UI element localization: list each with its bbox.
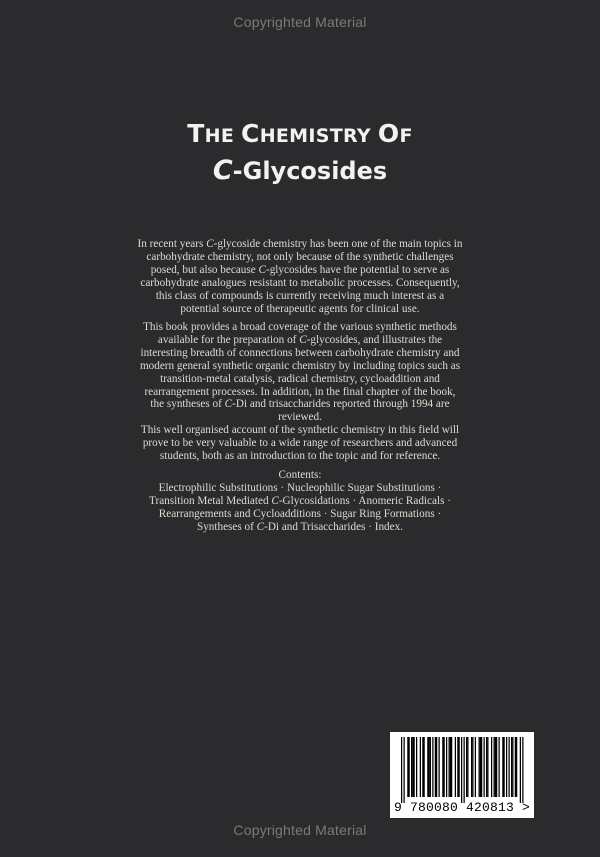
barcode-bar xyxy=(480,737,481,797)
barcode-bar xyxy=(467,737,468,797)
barcode-bar xyxy=(516,737,517,797)
book-title-line1: THE CHEMISTRY OF xyxy=(187,119,413,148)
contents-line: Rearrangements and Cycloadditions · Sugar Ring Formations · xyxy=(158,507,442,520)
contents-line: Syntheses of C-Di and Trisaccharides · Index. xyxy=(196,520,404,533)
barcode-bar xyxy=(459,737,460,797)
para2-line: This book provides a broad coverage of the various synthetic methods xyxy=(143,321,457,333)
barcode-bar xyxy=(451,737,452,797)
barcode-bar xyxy=(420,737,421,797)
barcode-bar xyxy=(450,737,451,797)
barcode-bar xyxy=(432,737,433,797)
barcode-bar xyxy=(466,737,467,797)
para2-line: transition-metal catalysis, radical chemistry, cycloaddition and xyxy=(160,372,440,385)
barcode-bar xyxy=(427,737,428,797)
barcode-bar xyxy=(496,737,497,797)
barcode-bar xyxy=(439,737,440,797)
watermark-top: Copyrighted Material xyxy=(233,14,367,30)
isbn-digits: 9 780080 420813 > xyxy=(394,800,531,815)
barcode-bar xyxy=(455,737,456,797)
barcode-bar xyxy=(436,737,437,797)
barcode-bar xyxy=(401,737,402,803)
barcode-bar xyxy=(502,737,503,797)
para1-line: carbohydrate chemistry, not only because of the synthetic challenges xyxy=(146,250,454,263)
para1-line: this class of compounds is currently receiving much interest as a xyxy=(155,289,445,302)
barcode-bar xyxy=(471,737,472,797)
barcode-bar xyxy=(472,737,473,797)
book-title-line2: C-Glycosides xyxy=(212,155,388,186)
description-paragraph-2 xyxy=(112,321,488,424)
isbn-barcode xyxy=(390,732,534,818)
para2-line: the syntheses of C-Di and trisaccharides reported through 1994 are xyxy=(150,398,450,411)
barcode-bar xyxy=(449,737,450,797)
barcode-bar xyxy=(442,737,443,797)
barcode-bar xyxy=(520,737,521,803)
barcode-bar xyxy=(491,737,492,797)
barcode-bar xyxy=(414,737,415,797)
para2-line: interesting breadth of connections between carbohydrate chemistry and xyxy=(140,346,460,359)
barcode-bar xyxy=(486,737,487,797)
barcode-bar xyxy=(479,737,480,797)
watermark-bottom: Copyrighted Material xyxy=(233,822,367,838)
barcode-bar xyxy=(481,737,482,797)
barcode-bar xyxy=(499,737,500,797)
barcode-bar xyxy=(407,737,408,797)
barcode-bar xyxy=(494,737,495,797)
para2-line: reviewed. xyxy=(278,411,322,424)
para1-line: carbohydrate analogues resistant to metabolic processes. Consequently, xyxy=(140,276,460,289)
barcode-bar xyxy=(430,737,431,797)
para3-line: prove to be very valuable to a wide range of researchers and advanced xyxy=(142,436,458,449)
barcode-bar xyxy=(506,737,507,797)
barcode-bar xyxy=(435,737,436,797)
barcode-bar xyxy=(457,737,458,797)
para1-line: In recent years C-glycoside chemistry has been one of the main topics in xyxy=(137,238,463,250)
barcode-bar xyxy=(412,737,413,797)
barcode-bar xyxy=(509,737,510,797)
para3-line: students, both as an introduction to the topic and for reference. xyxy=(159,449,441,462)
para1-line: posed, but also because C-glycosides have the potential to serve as xyxy=(150,263,450,276)
barcode-bar xyxy=(475,737,476,797)
barcode-bar xyxy=(512,737,513,797)
para2-line: available for the preparation of C-glycosides, and illustrates the xyxy=(157,333,443,346)
barcode-bar xyxy=(424,737,425,797)
barcode-bar xyxy=(495,737,496,797)
barcode-bar xyxy=(522,737,523,803)
barcode-bar xyxy=(461,737,462,803)
para2-line: rearrangement processes. In addition, in the final chapter of the book, xyxy=(144,385,456,398)
contents-line: Contents: xyxy=(278,469,322,481)
barcode-bar xyxy=(411,737,412,797)
barcode-bar xyxy=(409,737,410,797)
barcode-bar xyxy=(446,737,447,797)
barcode-bar xyxy=(404,737,405,803)
barcode-bar xyxy=(416,737,417,797)
barcode-bar xyxy=(487,737,488,797)
para2-line: modern general synthetic organic chemistry by including topics such as xyxy=(139,359,461,372)
description-paragraph-3 xyxy=(112,424,488,463)
contents-line: Electrophilic Substitutions · Nucleophilic Sugar Substitutions · xyxy=(158,481,442,494)
barcode-bar xyxy=(429,737,430,797)
barcode-bar xyxy=(511,737,512,797)
para1-line: potential source of therapeutic agents for clinical use. xyxy=(180,302,420,315)
description-paragraph-1 xyxy=(112,238,488,315)
contents-line: Transition Metal Mediated C-Glycosidations · Anomeric Radicals · xyxy=(149,494,451,507)
barcode-bar xyxy=(422,737,423,797)
barcode-bar xyxy=(515,737,516,797)
barcode-bar xyxy=(484,737,485,797)
barcode-bar xyxy=(464,737,465,803)
contents-list xyxy=(112,469,488,534)
barcode-bar xyxy=(444,737,445,797)
barcode-bar xyxy=(504,737,505,797)
para3-line: This well organised account of the synthetic chemistry in this field will xyxy=(140,424,460,436)
